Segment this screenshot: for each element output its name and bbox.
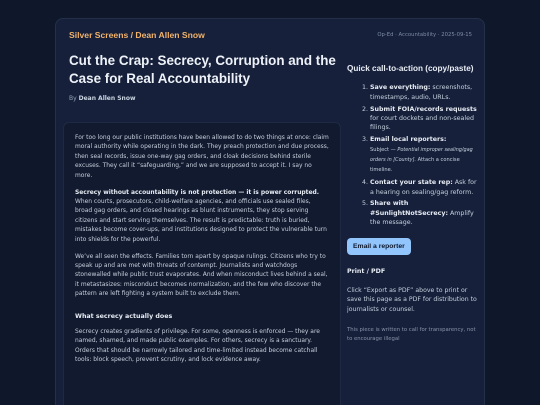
action-text: for court dockets and non-sealed filings. [370, 115, 474, 132]
action-text: screenshots, timestamps, audio, URLs. [370, 84, 473, 101]
action-item [370, 178, 479, 197]
action-head: Share with #SunlightNotSecrecy: [370, 200, 448, 217]
byline-prefix: By [69, 95, 77, 102]
site-title[interactable]: Silver Screens / Dean Allen Snow [69, 30, 205, 40]
action-head: Email local reporters: [370, 136, 447, 144]
byline [69, 95, 136, 102]
action-item [370, 135, 479, 176]
action-head: Submit FOIA/records requests [370, 105, 477, 113]
paragraph [75, 188, 329, 244]
section-heading: What secrecy actually does [75, 312, 173, 320]
sidebar [347, 63, 479, 405]
print-instructions: Click “Export as PDF” above to print or save this page as a PDF for distribution to journalists or counsel. [347, 287, 477, 313]
article-card [55, 18, 485, 405]
article-header [69, 30, 472, 44]
disclaimer-note: This piece is written to call for transparency, not to encourage illegal [347, 327, 476, 342]
paragraph-lead: Secrecy without accountability is not protection — it is power corrupted. [75, 188, 320, 196]
action-text: Attach a concise timeline. [370, 157, 460, 174]
paragraph: We’ve all seen the effects. Families torn apart by opaque rulings. Citizens who try to speak up and are met with threats of contempt. Journalists and watchdogs stonewalled while public trust evaporates. And when misconduct lives behind a seal, it metastasizes: misconduct becomes normalization, and the few who discover the pattern are left fighting a system built to exclude them. [75, 252, 328, 298]
action-head: Contact your state rep: [370, 179, 453, 187]
article-meta: Op-Ed · Accountability · 2025-09-15 [377, 32, 472, 38]
sidebar-title: Quick call-to-action (copy/paste) [347, 64, 474, 73]
action-text: Amplify the message. [370, 209, 474, 227]
paragraph: For too long our public institutions have been allowed to do two things at once: claim moral authority while operating in the dark. They preach protection and due process, then seal records, issue one-way gag orders, and cloak decisions behind sterile excuses. They call it “safeguarding,” and we are supposed to accept it. I say no more. [75, 134, 329, 179]
subject-label: Subject — [370, 146, 398, 153]
article-body [63, 122, 341, 405]
action-item [370, 105, 479, 133]
action-head: Save everything: [370, 84, 431, 92]
action-list [347, 83, 479, 227]
subject-text: Potential improper sealing/gag orders in [County]. [370, 146, 473, 164]
action-text: Ask for a hearing on sealing/gag reform. [370, 179, 477, 196]
paragraph: Secrecy creates gradients of privilege. For some, openness is enforced — they are named, shamed, and made public examples. For others, secrecy is a sanctuary. Orders that should be narrowly tailored and time-limited instead become catchall tools: block speech, prevent scrutiny, and lock evidence away. [75, 327, 320, 363]
article-title: Cut the Crap: Secrecy, Corruption and the Case for Real Accountability [69, 53, 336, 86]
print-heading: Print / PDF [347, 268, 386, 276]
paragraph-text: When courts, prosecutors, child-welfare agencies, and officials use sealed files, broad gag orders, and closed hearings as blunt instruments, they stop serving citizens and start serving themselves. The result is predictable: truth is buried, mistakes become cover-ups, and institutions designed to protect the vulnerable turn into shields for the powerful. [75, 198, 327, 243]
action-item [370, 199, 479, 227]
author-name: Dean Allen Snow [78, 95, 136, 102]
action-item [370, 83, 479, 102]
email-reporter-button[interactable]: Email a reporter [347, 238, 411, 255]
